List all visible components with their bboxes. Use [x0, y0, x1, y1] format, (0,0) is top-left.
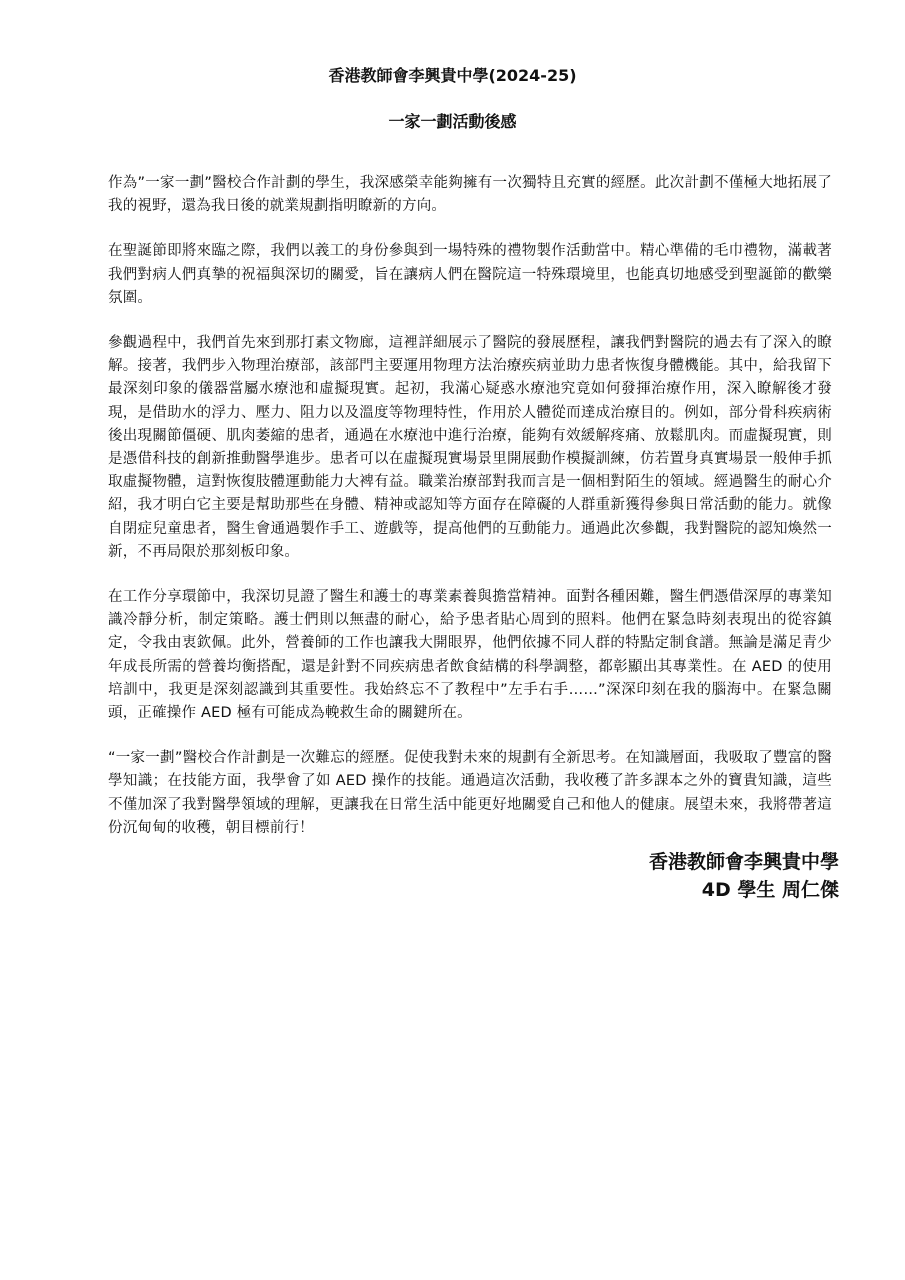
paragraph-conclusion: “一家一劃”醫校合作計劃是一次難忘的經歷。促使我對未來的規劃有全新思考。在知識層面，我吸取了豐富的醫學知識；在技能方面，我學會了如 AED 操作的技能。通過這次活動，我收穫了許多課本之外的寶貴知識，這些不僅加深了我對醫學領域的理解，更讓我在日常生活中能更好地關愛自己和他人的健康。展望未來，我將帶著這份沉甸甸的收穫，朝目標前行！: [108, 750, 832, 836]
essay-body: [108, 172, 832, 862]
paragraph-christmas-activity: 在聖誕節即將來臨之際，我們以義工的身份參與到一場特殊的禮物製作活動當中。精心準備的毛巾禮物，滿載著我們對病人們真摯的祝福與深切的關愛，旨在讓病人們在醫院這一特殊環境里，也能真切地感受到聖誕節的歡樂氛圍。: [108, 243, 832, 306]
paragraph-intro: 作為”一家一劃”醫校合作計劃的學生，我深感榮幸能夠擁有一次獨特且充實的經歷。此次計劃不僅極大地拓展了我的視野，還為我日後的就業規劃指明瞭新的方向。: [108, 175, 832, 215]
paragraph-work-sharing: 在工作分享環節中，我深切見證了醫生和護士的專業素養與擔當精神。面對各種困難，醫生們憑借深厚的專業知識冷靜分析，制定策略。護士們則以無盡的耐心，給予患者貼心周到的照料。他們在緊急時刻表現出的從容鎮定，令我由衷欽佩。此外，營養師的工作也讓我大開眼界，他們依據不同人群的特點定制食譜。無論是滿足青少年成長所需的營養均衡搭配，還是針對不同疾病患者飲食結構的科學調整，都彰顯出其專業性。在 AED 的使用培訓中，我更是深刻認識到其重要性。我始終忘不了教程中”左手右手……”深深印刻在我的腦海中。在緊急關頭，正確操作 AED 極有可能成為輓救生命的關鍵所在。: [108, 589, 832, 722]
signature-block: [649, 848, 839, 904]
signature-author: 4D 學生 周仁傑: [701, 879, 839, 901]
paragraph-hospital-visit: 參觀過程中，我們首先來到那打素文物廊，這裡詳細展示了醫院的發展歷程，讓我們對醫院的過去有了深入的瞭解。接著，我們步入物理治療部，該部門主要運用物理方法治療疾病並助力患者恢復身體機能。其中，給我留下最深刻印象的儀器當屬水療池和虛擬現實。起初，我滿心疑惑水療池究竟如何發揮治療作用，深入瞭解後才發現，是借助水的浮力、壓力、阻力以及溫度等物理特性，作用於人體從而達成治療目的。例如，部分骨科疾病術後出現關節僵硬、肌肉萎縮的患者，通過在水療池中進行治療，能夠有效緩解疼痛、放鬆肌肉。而虛擬現實，則是憑借科技的創新推動醫學進步。患者可以在虛擬現實場景里開展動作模擬訓練，仿若置身真實場景一般伸手抓取虛擬物體，這對恢復肢體運動能力大裨有益。職業治療部對我而言是一個相對陌生的領域。經過醫生的耐心介紹，我才明白它主要是幫助那些在身體、精神或認知等方面存在障礙的人群重新獲得參與日常活動的能力。就像自閉症兒童患者，醫生會通過製作手工、遊戲等，提高他們的互動能力。通過此次參觀，我對醫院的認知煥然一新，不再局限於那刻板印象。: [108, 335, 832, 560]
school-title: 香港教師會李興貴中學(2024-25): [328, 66, 577, 85]
essay-title: 一家一劃活動後感: [388, 112, 517, 131]
signature-school: 香港教師會李興貴中學: [648, 851, 839, 873]
